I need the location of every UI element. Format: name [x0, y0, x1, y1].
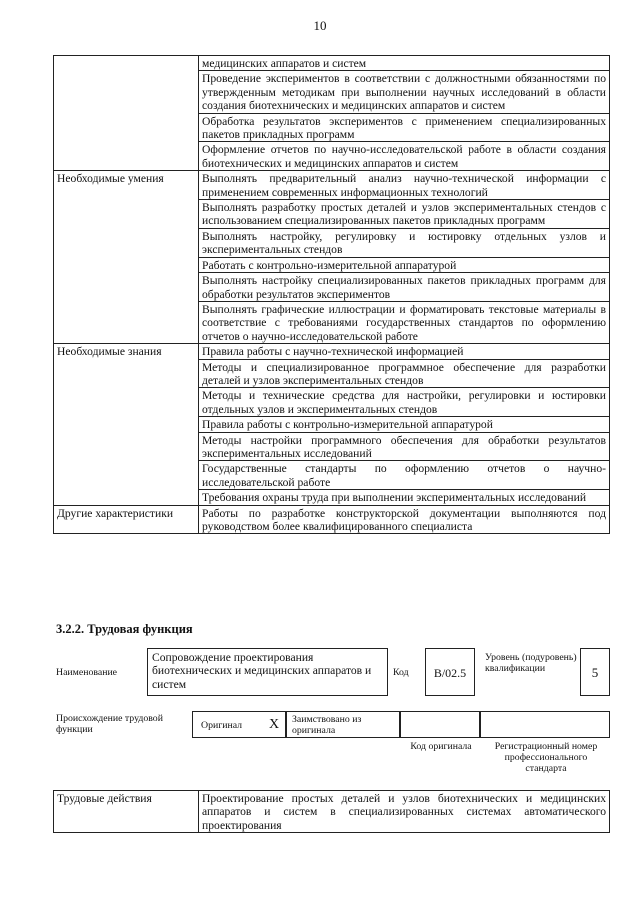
row-category-label: Необходимые знания [54, 344, 199, 505]
row-item: Методы и технические средства для настройки, регулировки и юстировки отдельных узлов и экспериментальных стендов [199, 388, 610, 417]
row-item: Выполнять разработку простых деталей и узлов экспериментальных стендов с использованием специализированных пакетов прикладных программ [199, 200, 610, 229]
row-item: Правила работы с научно-технической информацией [199, 344, 610, 359]
row-item: Проведение экспериментов в соответствии с должностными обязанностями по утвержденным методикам при выполнении научных исследований в области создания биотехнических и медицинских аппаратов и систем [199, 71, 610, 113]
page-number: 10 [313, 18, 327, 33]
row-item: Оформление отчетов по научно-исследовательской работе в области создания биотехнических и медицинских аппаратов и систем [199, 142, 610, 171]
row-item: Требования охраны труда при выполнении экспериментальных исследований [199, 490, 610, 505]
code-original-label: Код оригинала [410, 741, 472, 752]
reg-number-label: Регистрационный номер профессионального стандарта [494, 741, 598, 774]
function-code-box [425, 648, 475, 696]
original-label: Оригинал [201, 720, 243, 731]
function-name-box [147, 648, 388, 696]
code-original-cell [400, 711, 480, 738]
level-value-box [580, 648, 610, 696]
row-item: Методы настройки программного обеспечения для обработки результатов экспериментальных исследований [199, 432, 610, 461]
reg-number-cell [480, 711, 610, 738]
row-item: Методы и специализированное программное обеспечение для разработки деталей и узлов экспериментальных стендов [199, 359, 610, 388]
table-row [54, 505, 610, 534]
action-item: Проектирование простых деталей и узлов биотехнических и медицинских аппаратов и систем в специализированных системах автоматического проектирования [199, 791, 610, 833]
table-row [54, 344, 610, 359]
borrowed-label: Заимствовано из оригинала [292, 714, 362, 736]
name-label: Наименование [56, 667, 118, 678]
function-name-value: Сопровождение проектирования биотехнических и медицинских аппаратов и систем [152, 651, 372, 691]
row-item: Выполнять настройку специализированных пакетов прикладных программ для обработки результатов экспериментов [199, 273, 610, 302]
row-item: Выполнять настройку, регулировку и юстировку отдельных узлов и экспериментальных стендов [199, 228, 610, 257]
row-category-label: Необходимые умения [54, 171, 199, 344]
original-mark: X [269, 717, 280, 732]
table-row [54, 56, 610, 71]
level-value: 5 [591, 665, 599, 680]
function-code-value: B/02.5 [433, 666, 467, 680]
row-item: Работы по разработке конструкторской документации выполняются под руководством более квалифицированного специалиста [199, 505, 610, 534]
row-item: Обработка результатов экспериментов с применением специализированных пакетов прикладных программ [199, 113, 610, 142]
row-item: Государственные стандарты по оформлению отчетов о научно-исследовательской работе [199, 461, 610, 490]
level-label: Уровень (подуровень) квалификации [485, 652, 577, 674]
row-item: Правила работы с контрольно-измерительной аппаратурой [199, 417, 610, 432]
table-row [54, 171, 610, 200]
row-item: Выполнять графические иллюстрации и форматировать текстовые материалы в соответствие с требованиями государственных стандартов по оформлению отчетов о научно-исследовательской работе [199, 301, 610, 343]
competency-table [53, 55, 610, 534]
row-item: медицинских аппаратов и систем [199, 56, 610, 71]
labor-actions-table [53, 790, 610, 833]
row-item: Работать с контрольно-измерительной аппаратурой [199, 257, 610, 272]
row-category-label [54, 56, 199, 171]
row-item: Выполнять предварительный анализ научно-технической информации с применением современных информационных технологий [199, 171, 610, 200]
origin-label: Происхождение трудовой функции [56, 713, 163, 735]
borrowed-cell [286, 711, 400, 738]
original-cell [192, 711, 286, 738]
code-label: Код [393, 667, 409, 678]
actions-label: Трудовые действия [54, 791, 199, 833]
section-title: 3.2.2. Трудовая функция [56, 622, 193, 636]
row-category-label: Другие характеристики [54, 505, 199, 534]
